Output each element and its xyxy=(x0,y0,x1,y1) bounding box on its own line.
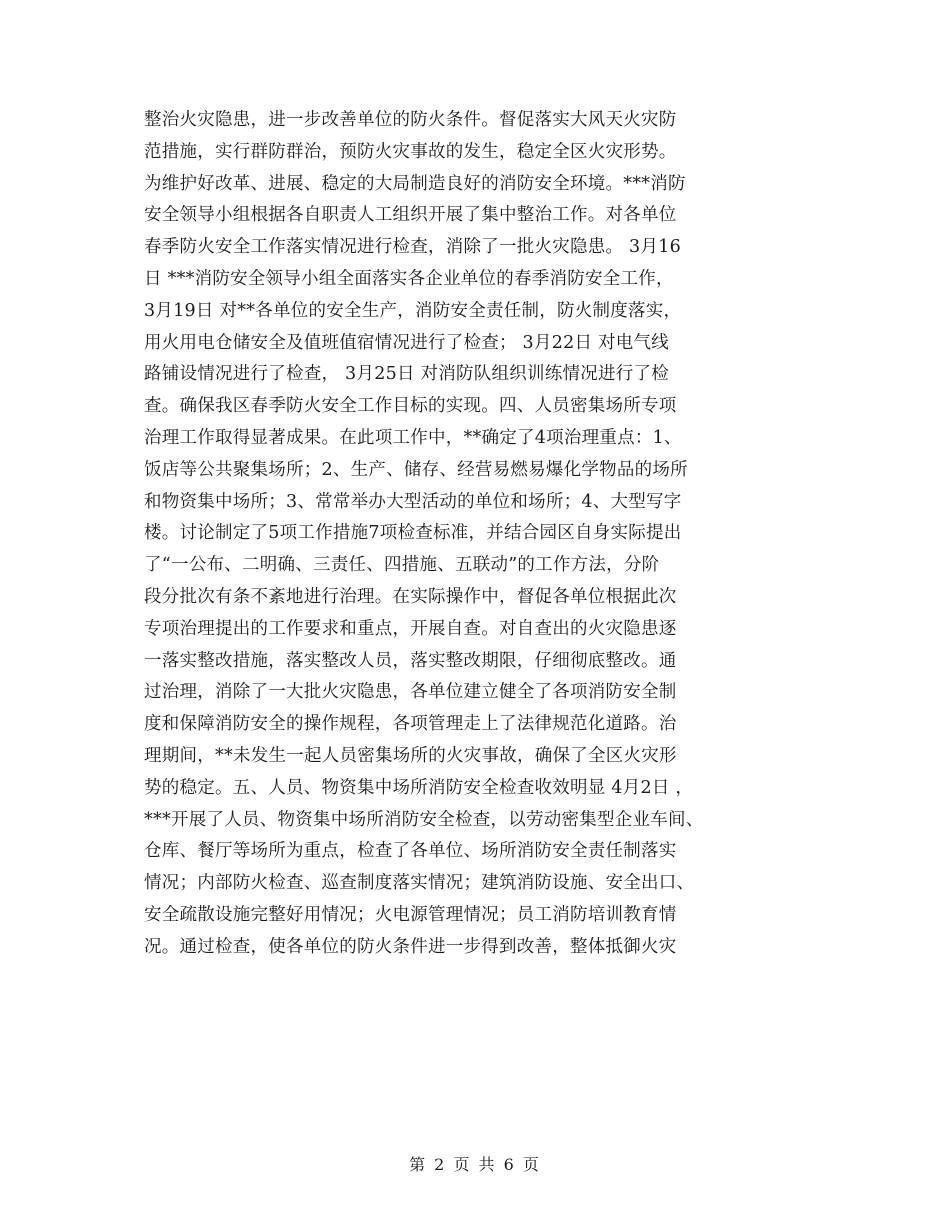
text-line: 查。确保我区春季防火安全工作目标的实现。四、人员密集场所专项 xyxy=(144,396,677,417)
text-line: 仓库、餐厅等场所为重点，检查了各单位、场所消防安全责任制落实 xyxy=(144,841,677,862)
text-line: 安全领导小组根据各自职责人工组织开展了集中整治工作。对各单位 xyxy=(144,205,677,226)
text-line: ***开展了人员、物资集中场所消防安全检查，以劳动密集型企业车间、 xyxy=(144,809,704,830)
text-line: 整治火灾隐患，进一步改善单位的防火条件。督促落实大风天火灾防 xyxy=(144,110,677,130)
text-line: 3月19日 对**各单位的安全生产，消防安全责任制，防火制度落实， xyxy=(144,300,682,321)
text-line: 势的稳定。五、人员、物资集中场所消防安全检查收效明显 4月2日 ， xyxy=(144,777,694,798)
text-line: 治理工作取得显著成果。在此项工作中，**确定了4项治理重点：1、 xyxy=(144,427,682,448)
body-text xyxy=(144,105,814,964)
text-line: 度和保障消防安全的操作规程，各项管理走上了法律规范化道路。治 xyxy=(144,714,677,735)
text-line: 范措施，实行群防群治，预防火灾事故的发生，稳定全区火灾形势。 xyxy=(144,141,677,162)
text-line: 况。通过检查，使各单位的防火条件进一步得到改善，整体抵御火灾 xyxy=(144,936,677,957)
text-line: 和物资集中场所；3、常常举办大型活动的单位和场所；4、大型写字 xyxy=(144,491,682,512)
page-number-footer: 第 2 页 共 6 页 xyxy=(409,1155,541,1174)
text-line: 日 ***消防安全领导小组全面落实各企业单位的春季消防安全工作， xyxy=(144,268,674,289)
text-line: 专项治理提出的工作要求和重点，开展自查。对自查出的火灾隐患逐 xyxy=(144,618,677,639)
text-line: 安全疏散设施完整好用情况；火电源管理情况；员工消防培训教育情 xyxy=(144,904,677,925)
text-line: 楼。讨论制定了5项工作措施7项检查标准，并结合园区自身实际提出 xyxy=(144,523,682,544)
text-line: 情况；内部防火检查、巡查制度落实情况；建筑消防设施、安全出口、 xyxy=(144,873,695,894)
text-line: 理期间，**未发生一起人员密集场所的火灾事故，确保了全区火灾形 xyxy=(144,745,677,766)
text-line: 饭店等公共聚集场所；2、生产、储存、经营易燃易爆化学物品的场所 xyxy=(144,459,688,480)
text-line: 段分批次有条不紊地进行治理。在实际操作中，督促各单位根据此次 xyxy=(144,586,677,607)
text-line: 路铺设情况进行了检查， 3月25日 对消防队组织训练情况进行了检 xyxy=(144,364,670,385)
text-line: 了“一公布、二明确、三责任、四措施、五联动”的工作方法，分阶 xyxy=(144,555,660,576)
text-line: 为维护好改革、进展、稳定的大局制造良好的消防安全环境。***消防 xyxy=(144,173,686,194)
text-line: 一落实整改措施，落实整改人员，落实整改期限，仔细彻底整改。通 xyxy=(144,650,677,671)
text-line: 春季防火安全工作落实情况进行检查，消除了一批火灾隐患。 3月16 xyxy=(144,237,681,258)
text-line: 用火用电仓储安全及值班值宿情况进行了检查； 3月22日 对电气线 xyxy=(144,332,670,353)
text-line: 过治理，消除了一大批火灾隐患，各单位建立健全了各项消防安全制 xyxy=(144,682,677,703)
